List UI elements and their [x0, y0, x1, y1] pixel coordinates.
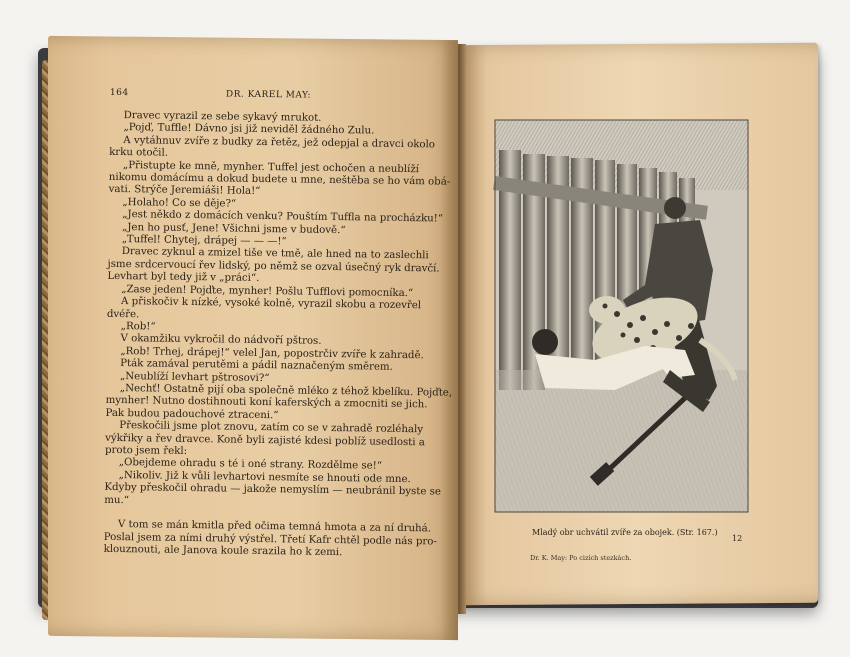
text-line: Pták zamával perutěmi a pádil naznačeným směrem.	[120, 358, 393, 373]
left-page-number: 164	[109, 87, 129, 99]
text-line: Pak budou padouchové ztraceni.“	[105, 407, 279, 422]
text-line: „Přistupte ke mně, mynher. Tuffel jest ochočen a neublíží	[122, 159, 420, 175]
right-page-footer: Dr. K. May: Po cizích stezkách.	[530, 554, 632, 562]
text-line: Dravec vyrazil ze sebe sykavý mrukot.	[123, 110, 322, 124]
text-line: dvéře.	[106, 308, 140, 320]
text-line: „Jen ho pusť, Jene! Všichni jsme v budově.“	[122, 221, 346, 236]
text-line: Dravec zyknul a zmizel tiše ve tmě, ale hned na to zaslechli	[121, 246, 429, 262]
text-line: A vytáhnuv zvíře z budky za řetěz, jež odepjal a dravci okolo	[123, 134, 436, 151]
text-line: Přeskočili jsme plot znovu, zatím co se v zahradě rozléhaly	[119, 420, 424, 436]
text-line: nikomu domácímu a dokud budete u mne, neštěba se ho vám obá-	[108, 171, 451, 188]
text-line: V tom se mán kmitla před očima temná hmota a za ní druhá.	[117, 519, 432, 535]
text-line: V okamžiku vykročil do nádvoří pštros.	[120, 333, 322, 348]
text-line: jsme srdcervoucí řev lidský, po němž se ozval úsečný ryk dravčí.	[107, 258, 440, 275]
text-line: klouznouti, ale Janova koule srazila ho k zemi.	[103, 544, 343, 559]
text-line: „Pojď, Tuffle! Dávno jsi již neviděl žádného Zulu.	[123, 122, 375, 137]
text-line: „Jest někdo z domácích venku? Pouštím Tuffla na procházku!“	[122, 209, 444, 225]
text-line: Kdyby přeskočil ohradu — jakože nemyslím — neubránil byste se	[104, 482, 442, 498]
text-line: „Nikoliv. Již k vůli levhartovi nesmíte se hnouti ode mne.	[118, 469, 411, 485]
text-line: Levhart byl tedy již v „práci“.	[107, 271, 260, 285]
text-line: „Rob! Trhej, drápej!“ velel Jan, popostrčiv zvíře k zahradě.	[120, 345, 424, 361]
text-line: krku otočil.	[109, 147, 169, 159]
illustration-caption: Mladý obr uchvátil zvíře za obojek. (Str. 167.)	[532, 528, 718, 537]
text-line: „Zase jeden! Pojďte, mynher! Pošlu Tufflovi pomocníka.“	[121, 283, 414, 299]
text-line: „Obejdeme ohradu s té i oné strany. Rozdělme se!“	[118, 457, 383, 473]
text-line: výkřiky a řev dravce. Koně byli zajisté kdesi poblíž usedlosti a	[105, 432, 425, 448]
illustration-plate	[495, 120, 748, 512]
running-head: DR. KAREL MAY:	[225, 89, 311, 101]
text-line: vati. Strýče Jeremiáši! Hola!“	[108, 184, 261, 198]
text-line: „Neublíží levhart pštrosovi?“	[119, 370, 270, 384]
text-line: proto jsem řekl:	[104, 444, 188, 457]
text-line: „Rob!“	[120, 320, 156, 333]
text-line: „Holaho! Co se děje?“	[122, 196, 237, 210]
right-page-number: 12	[732, 534, 743, 543]
text-line: mu.“	[104, 494, 130, 506]
text-line: „Tuffel! Chytej, drápej — — —!“	[121, 234, 287, 248]
text-line: A přiskočiv k nízké, vysoké kolně, vyrazil skobu a rozevřel	[120, 296, 422, 312]
text-line: mynher! Nutno dostihnouti koní kaferských a zmocniti se jich.	[105, 395, 428, 411]
text-line: Poslal jsem za ními druhý výstřel. Třetí Kafr chtěl podle nás pro-	[103, 531, 437, 548]
engraving-illustration	[495, 120, 748, 512]
text-line: „Nechť! Ostatně pijí oba společně mléko z téhož kbelíku. Pojďte,	[119, 382, 453, 399]
